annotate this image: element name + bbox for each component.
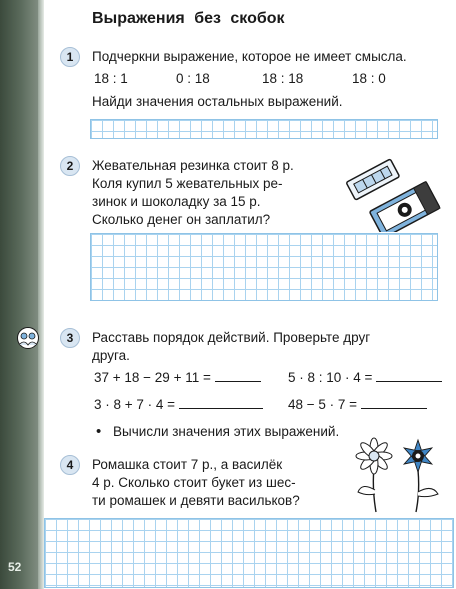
page-number: 52 [8,560,22,574]
task4-line-3: ти ромашек и девяти васильков? [92,493,300,508]
task1-expression-3: 18 : 18 [262,71,304,86]
task3-expression-1 [94,369,261,386]
answer-grid-1[interactable] [90,119,438,139]
task-number-1: 1 [60,47,80,67]
task3-expression-2 [288,369,442,386]
task1-question: Найди значения остальных выражений. [92,94,343,109]
task4-line-2: 4 р. Сколько стоит букет из шес- [92,475,296,490]
flowers-illustration [350,434,446,514]
expression-text: 5 · 8 : 10 · 4 = [288,370,373,385]
spine-edge [38,0,44,589]
answer-blank-2[interactable] [376,369,442,382]
task-number-3: 3 [60,328,80,348]
task1-expression-4: 18 : 0 [352,71,386,86]
answer-blank-1[interactable] [215,369,261,382]
task3-instruction-line-2: друга. [92,348,130,363]
book-spine [0,0,38,589]
page-title: Выражения без скобок [92,10,285,27]
task3-expression-3 [94,396,263,413]
task3-expression-4 [288,396,427,413]
answer-blank-3[interactable] [179,396,263,409]
task2-line-1: Жевательная резинка стоит 8 р. [92,158,294,173]
expression-text: 3 · 8 + 7 · 4 = [94,397,176,412]
task1-instruction: Подчеркни выражение, которое не имеет смысла. [92,49,407,64]
expression-text: 37 + 18 − 29 + 11 = [94,370,211,385]
task2-line-4: Сколько денег он заплатил? [92,212,271,227]
answer-grid-4[interactable] [44,518,454,588]
answer-grid-2[interactable] [90,233,438,301]
task3-instruction-line-1: Расставь порядок действий. Проверьте друг [92,330,371,345]
expression-text: 48 − 5 · 7 = [288,397,358,412]
bullet-icon: • [96,423,102,440]
gum-and-chocolate-illustration [344,150,444,232]
pair-work-icon [16,327,40,349]
task2-line-2: Коля купил 5 жевательных ре- [92,176,283,191]
task2-line-3: зинок и шоколадку за 15 р. [92,194,261,209]
bullet-text: Вычисли значения этих выражений. [113,424,340,439]
answer-blank-4[interactable] [361,396,427,409]
task-number-4: 4 [60,455,80,475]
task3-bullet [96,423,339,440]
task1-expression-2: 0 : 18 [176,71,210,86]
task4-line-1: Ромашка стоит 7 р., а василёк [92,457,283,472]
task-number-2: 2 [60,156,80,176]
task1-expression-1: 18 : 1 [94,71,128,86]
